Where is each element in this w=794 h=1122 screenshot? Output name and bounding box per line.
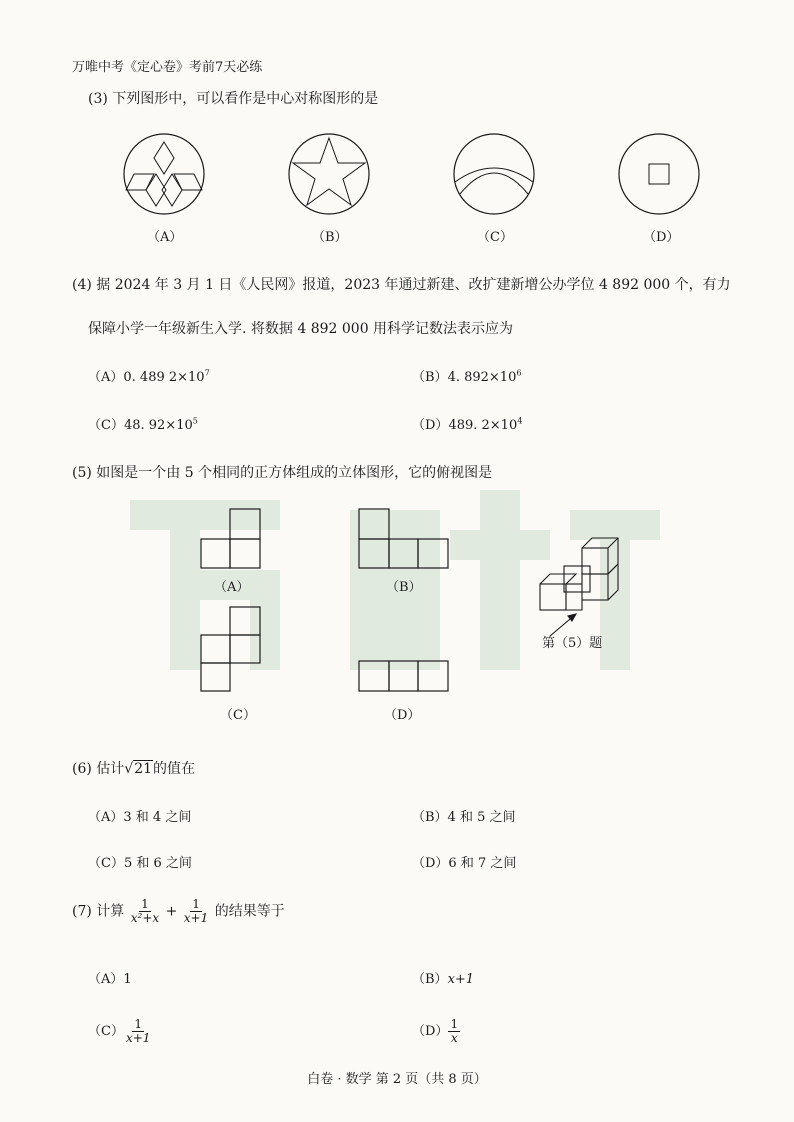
q5-label-b: （B） xyxy=(386,580,422,595)
q6-option-a: （A）3 和 4 之间 xyxy=(88,810,192,825)
q3-figure-c xyxy=(452,132,536,216)
q3-label-d: （D） xyxy=(643,230,680,245)
q3-label-c: （C） xyxy=(477,230,513,245)
q4-option-b: （B）4. $892\times 10^6$ xyxy=(412,368,522,385)
q5-label-a: （A） xyxy=(214,580,250,595)
sqrt-symbol: √21 xyxy=(124,761,153,777)
q3-figure-d xyxy=(617,132,701,216)
q6-option-d: （D）6 和 7 之间 xyxy=(412,856,517,871)
q3-label-b: （B） xyxy=(312,230,348,245)
q5-stem: (5) 如图是一个由 5 个相同的正方体组成的立体图形，它的俯视图是 xyxy=(72,465,493,481)
q7-fraction-1: $\frac{1}{\text{x²+x}}$ xyxy=(130,897,160,926)
q6-stem: (6) 估计√21的值在 xyxy=(72,761,196,777)
q5-solid-figure xyxy=(536,534,632,644)
q7-option-b: （B）x+1 xyxy=(412,972,475,987)
q5-label-d: （D） xyxy=(384,708,421,723)
q7-option-c: （C） $\frac{1}{x+1}$ xyxy=(88,1017,151,1046)
q7-option-d: （D） $\frac{1}{x}$ xyxy=(412,1017,459,1046)
q5-figure-c xyxy=(200,606,262,692)
q5-figure-a xyxy=(200,508,262,570)
exam-header: 万唯中考《定心卷》考前7天必练 xyxy=(72,60,263,75)
q3-stem: (3) 下列图形中，可以看作是中心对称图形的是 xyxy=(88,91,379,107)
q7-fraction-2: $\frac{1}{x+1}$ xyxy=(183,897,209,926)
q3-figure-b xyxy=(287,132,371,216)
q6-option-c: （C）5 和 6 之间 xyxy=(88,856,192,871)
q4-stem-line2: 保障小学一年级新生入学. 将数据 4 892 000 用科学记数法表示应为 xyxy=(88,321,514,337)
q7-option-a: （A）1 xyxy=(88,972,132,987)
q4-option-d: （D）489. $2\times 10^4$ xyxy=(412,416,523,433)
q4-stem-line1: (4) 据 2024 年 3 月 1 日《人民网》报道，2023 年通过新建、改扩建新增公办学位 4 892 000 个，有力 xyxy=(72,277,731,293)
page-footer: 白卷 · 数学 第 2 页（共 8 页） xyxy=(307,1072,487,1087)
q7-stem: (7) 计算 $\frac{1}{\text{x²+x}}$ + $\frac{1}{x+1}$ 的结果等于 xyxy=(72,897,285,926)
q4-option-a: （A）0. 489 $2\times 10^7$ xyxy=(88,368,210,385)
q5-figure-b xyxy=(358,508,450,570)
q6-option-b: （B）4 和 5 之间 xyxy=(412,810,516,825)
q3-figure-a xyxy=(122,132,206,216)
q5-caption: 第（5）题 xyxy=(542,636,603,651)
q5-figure-d xyxy=(358,660,450,692)
q3-label-a: （A） xyxy=(147,230,183,245)
q5-label-c: （C） xyxy=(220,708,256,723)
q4-option-c: （C）48. $92\times 10^5$ xyxy=(88,416,198,433)
